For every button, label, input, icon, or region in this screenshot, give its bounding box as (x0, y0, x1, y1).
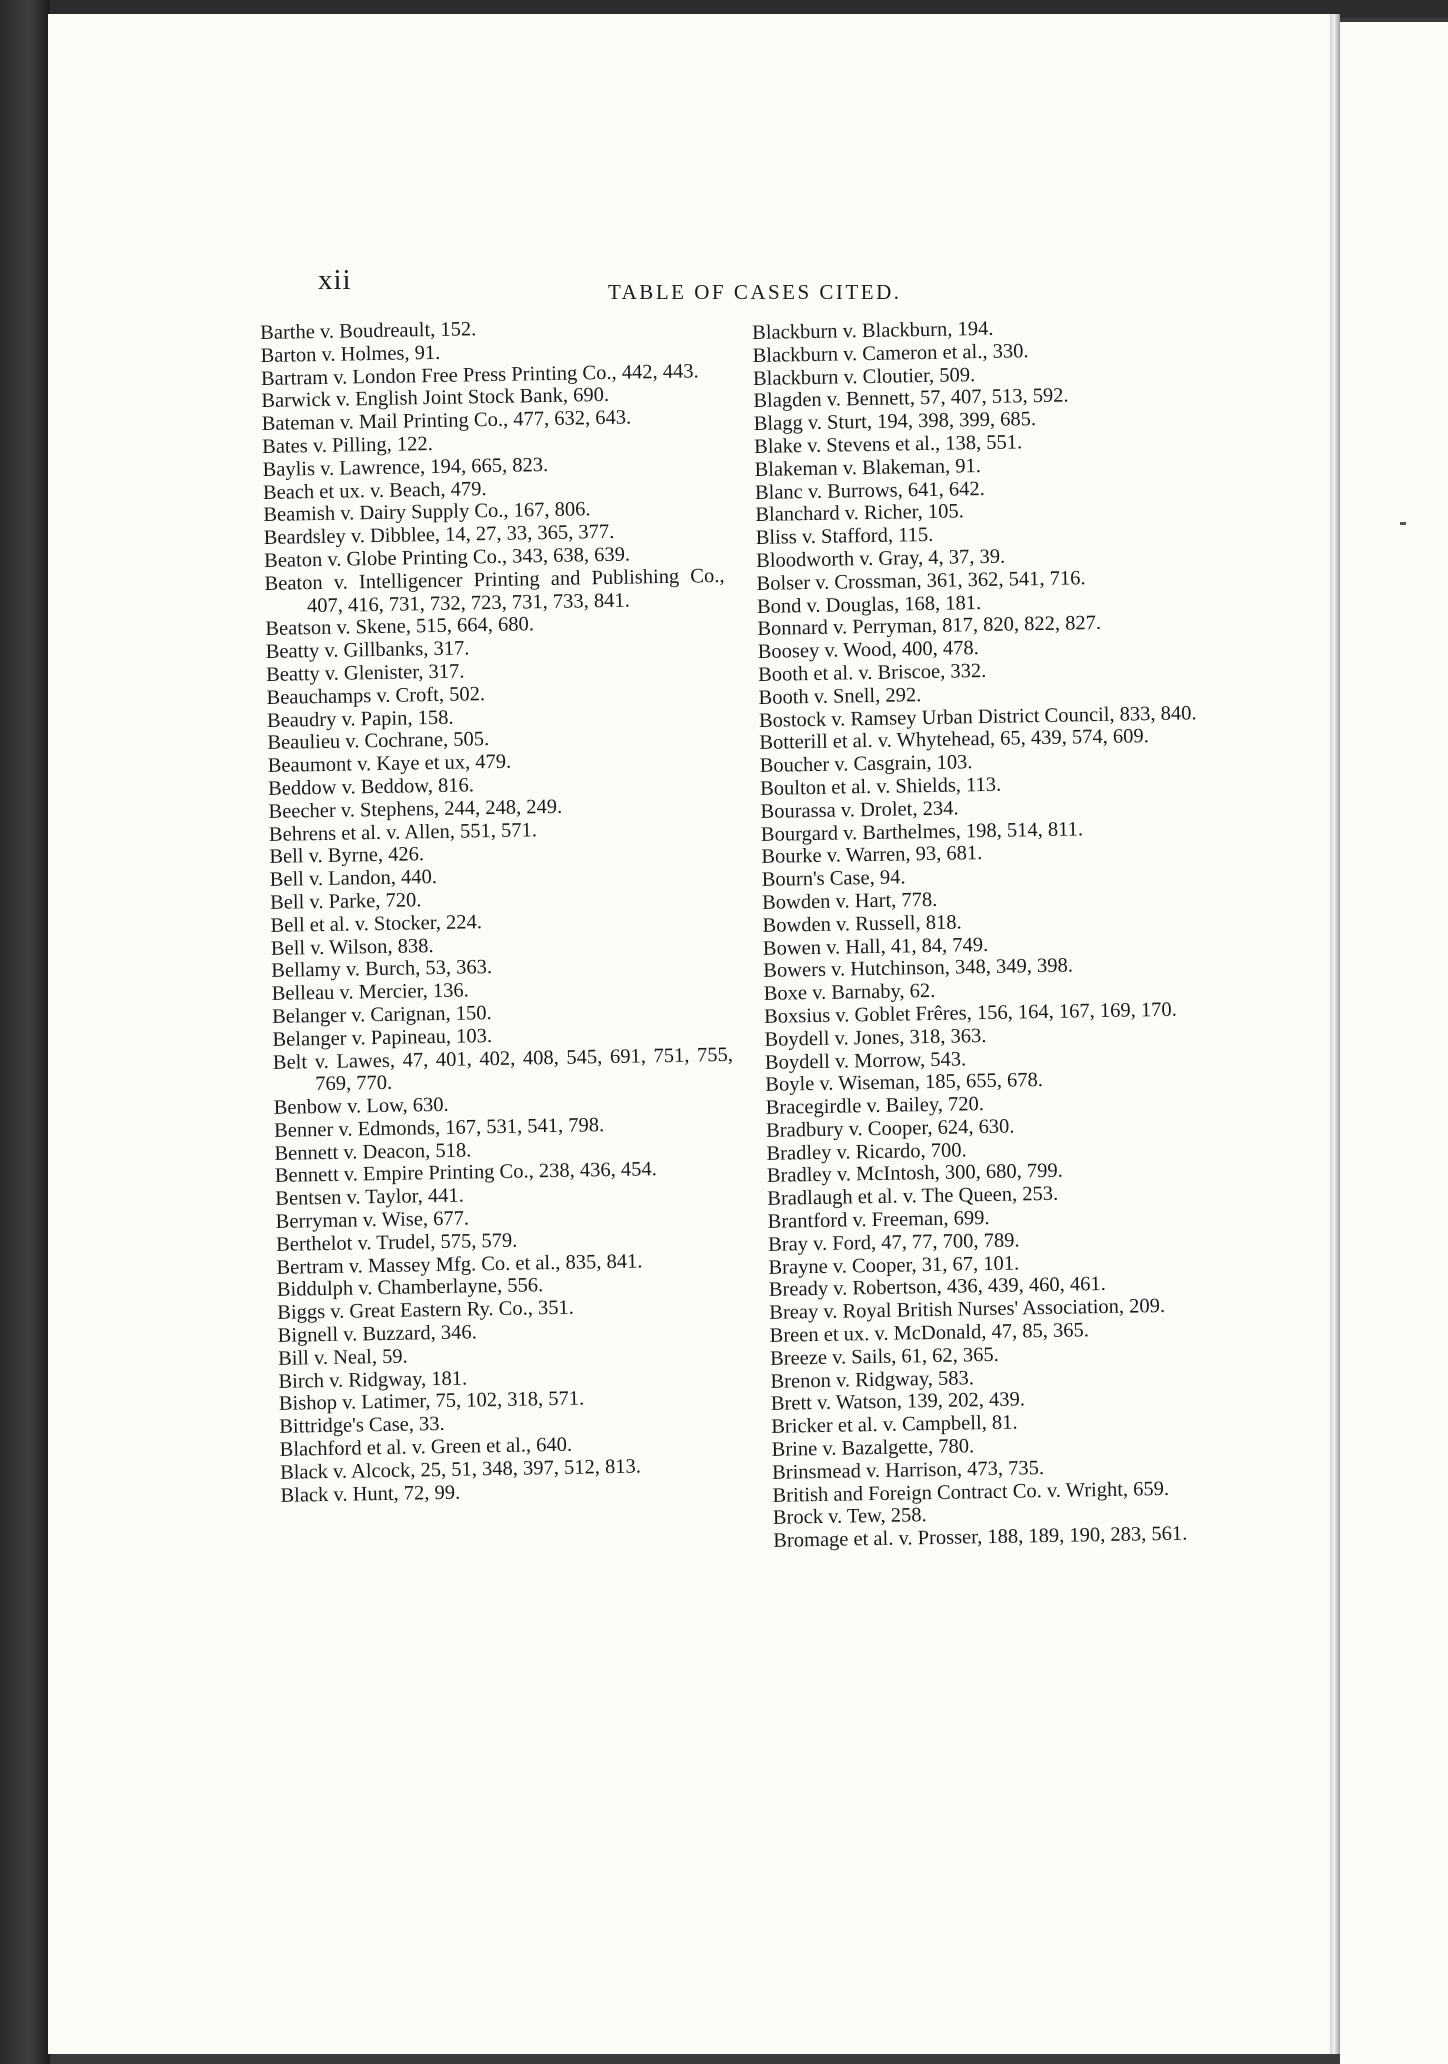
case-entry: Bentsen v. Taylor, 441. (275, 1184, 464, 1211)
case-entry: Bourke v. Warren, 93, 681. (761, 842, 983, 869)
case-entry: Bostock v. Ramsey Urban District Council, 833, 840. (758, 701, 1197, 732)
case-entry: Boulton et al. v. Shields, 113. (759, 773, 1002, 800)
case-entry: Birch v. Ridgway, 181. (278, 1367, 468, 1393)
case-entry: Bradlaugh et al. v. The Queen, 253. (767, 1183, 1059, 1211)
case-entry: Beatty v. Gillbanks, 317. (265, 637, 470, 664)
page-edge (1330, 14, 1340, 2054)
book-spine (0, 0, 50, 2064)
case-entry: Benner v. Edmonds, 167, 531, 541, 798. (273, 1114, 605, 1142)
case-entry: Bloodworth v. Gray, 4, 37, 39. (755, 545, 1006, 572)
case-entry: Bourn's Case, 94. (761, 866, 906, 892)
case-entry: Beaumont v. Kaye et ux, 479. (267, 750, 512, 778)
case-entry: Beach et ux. v. Beach, 479. (262, 477, 487, 504)
case-entry: Belanger v. Papineau, 103. (272, 1024, 493, 1051)
case-entry: Bradley v. Ricardo, 700. (766, 1139, 967, 1165)
case-entry: Bennett v. Deacon, 518. (274, 1139, 472, 1165)
case-entry: Boydell v. Morrow, 543. (764, 1047, 967, 1074)
facing-page-mark (1400, 522, 1406, 525)
case-entry: Blake v. Stevens et al., 138, 551. (753, 431, 1023, 458)
case-entry: Breen et ux. v. McDonald, 47, 85, 365. (769, 1319, 1090, 1347)
case-entry: Blanchard v. Richer, 105. (755, 500, 965, 527)
cases-column-left (260, 314, 741, 1507)
case-entry: Beatson v. Skene, 515, 664, 680. (265, 613, 535, 641)
case-entry: Belleau v. Mercier, 136. (271, 979, 469, 1006)
case-entry: Bracegirdle v. Bailey, 720. (765, 1093, 985, 1119)
case-entry: Blagg v. Sturt, 194, 398, 399, 685. (753, 408, 1037, 436)
case-entry: Brett v. Watson, 139, 202, 439. (770, 1388, 1026, 1416)
case-entry: Barwick v. English Joint Stock Bank, 690. (261, 384, 610, 413)
case-entry: Boosey v. Wood, 400, 478. (757, 637, 979, 664)
case-entry: Belt v. Lawes, 47, 401, 402, 408, 545, 691, 751, 755, 769, 770. (272, 1043, 734, 1096)
case-entry: Brine v. Bazalgette, 780. (771, 1435, 975, 1461)
case-entry: Breeze v. Sails, 61, 62, 365. (769, 1343, 999, 1370)
case-entry: Bradley v. McIntosh, 300, 680, 799. (766, 1160, 1063, 1188)
case-entry: Bell v. Parke, 720. (269, 889, 422, 914)
running-title: TABLE OF CASES CITED. (608, 280, 902, 304)
facing-page (1340, 22, 1448, 2064)
case-entry: Bonnard v. Perryman, 817, 820, 822, 827. (757, 612, 1102, 641)
case-entry: Bittridge's Case, 33. (279, 1413, 445, 1439)
case-entry: Biddulph v. Chamberlayne, 556. (276, 1274, 544, 1302)
case-entry: Bellamy v. Burch, 53, 363. (271, 956, 493, 983)
case-entry: Bignell v. Buzzard, 346. (277, 1321, 477, 1347)
case-entry: Bricker et al. v. Campbell, 81. (771, 1411, 1018, 1439)
case-entry: Booth et al. v. Briscoe, 332. (757, 659, 987, 686)
case-entry: Berthelot v. Trudel, 575, 579. (275, 1229, 518, 1256)
case-entry: Boyle v. Wiseman, 185, 655, 678. (765, 1069, 1044, 1097)
case-entry: Barton v. Holmes, 91. (260, 341, 441, 367)
page-number: xii (318, 264, 352, 296)
case-entry: Bolser v. Crossman, 361, 362, 541, 716. (756, 566, 1086, 595)
case-entry: Brock v. Tew, 258. (772, 1504, 927, 1530)
case-entry: Barthe v. Boudreault, 152. (260, 318, 477, 344)
case-entry: Bennett v. Empire Printing Co., 238, 436, 454. (274, 1158, 657, 1188)
case-entry: Bowden v. Russell, 818. (762, 911, 962, 937)
case-entry: Bates v. Pilling, 122. (261, 432, 434, 458)
case-entry: Brinsmead v. Harrison, 473, 735. (771, 1456, 1045, 1484)
case-entry: Bartram v. London Free Press Printing Co., 442, 443. (260, 359, 699, 390)
case-entry: Blachford et al. v. Green et al., 640. (279, 1433, 573, 1461)
case-entry: Blackburn v. Cloutier, 509. (752, 363, 976, 390)
case-entry: Bready v. Robertson, 436, 439, 460, 461. (768, 1273, 1106, 1302)
case-entry: Bell et al. v. Stocker, 224. (270, 910, 483, 937)
case-entry: Blakeman v. Blakeman, 91. (754, 454, 982, 481)
page-header (48, 264, 1330, 304)
case-entry: Beauchamps v. Croft, 502. (266, 682, 486, 709)
case-entry: Benbow v. Low, 630. (273, 1093, 449, 1119)
case-entry: Bond v. Douglas, 168, 181. (756, 591, 982, 618)
case-entry: Bradbury v. Cooper, 624, 630. (765, 1115, 1015, 1142)
case-entry: Blanc v. Burrows, 641, 642. (754, 477, 985, 504)
case-entry: Beatty v. Glenister, 317. (265, 660, 465, 686)
case-entry: Bowen v. Hall, 41, 84, 749. (762, 933, 989, 960)
case-entry: Brantford v. Freeman, 699. (767, 1207, 990, 1233)
case-entry: Botterill et al. v. Whytehead, 65, 439, 574, 609. (759, 725, 1149, 755)
case-entry: Blackburn v. Blackburn, 194. (752, 317, 994, 344)
case-entry: Boucher v. Casgrain, 103. (759, 751, 973, 778)
case-entry: Bromage et al. v. Prosser, 188, 189, 190, 283, 561. (773, 1522, 1188, 1553)
case-entry: Boxe v. Barnaby, 62. (763, 980, 936, 1006)
case-entry: Bill v. Neal, 59. (277, 1345, 408, 1370)
case-entry: Biggs v. Great Eastern Ry. Co., 351. (277, 1296, 575, 1325)
case-entry: Black v. Alcock, 25, 51, 348, 397, 512, 813. (279, 1455, 642, 1484)
case-entry: Brenon v. Ridgway, 583. (770, 1366, 975, 1393)
case-entry: Bourgard v. Barthelmes, 198, 514, 811. (760, 817, 1084, 846)
case-entry: Boxsius v. Goblet Frêres, 156, 164, 167, 169, 170. (763, 998, 1177, 1028)
case-entry: Bell v. Landon, 440. (269, 866, 438, 892)
case-entry: Beardsley v. Dibblee, 14, 27, 33, 365, 377. (263, 521, 615, 550)
case-entry: Bertram v. Massey Mfg. Co. et al., 835, 841. (276, 1250, 643, 1279)
case-entry: Beamish v. Dairy Supply Co., 167, 806. (263, 498, 591, 527)
case-entry: Black v. Hunt, 72, 99. (280, 1481, 461, 1507)
case-entry: Booth v. Snell, 292. (758, 683, 922, 709)
case-entry: Bourassa v. Drolet, 234. (760, 797, 959, 823)
case-entry: Bray v. Ford, 47, 77, 700, 789. (767, 1229, 1020, 1256)
case-entry: Beecher v. Stephens, 244, 248, 249. (268, 795, 563, 823)
case-entry: Behrens et al. v. Allen, 551, 571. (268, 818, 538, 846)
case-entry: Baylis v. Lawrence, 194, 665, 823. (262, 453, 549, 481)
case-entry: Bateman v. Mail Printing Co., 477, 632, 643. (261, 406, 632, 436)
cases-column-right (752, 314, 1233, 1553)
case-entry: Berryman v. Wise, 677. (275, 1207, 470, 1233)
case-entry: Boydell v. Jones, 318, 363. (764, 1024, 987, 1051)
case-entry: Beaudry v. Papin, 158. (266, 706, 454, 732)
case-entry: Beaton v. Globe Printing Co., 343, 638, 639. (263, 543, 631, 572)
case-entry: Bell v. Byrne, 426. (269, 843, 425, 869)
case-entry: Bishop v. Latimer, 75, 102, 318, 571. (278, 1387, 585, 1416)
case-entry: Beddow v. Beddow, 816. (267, 774, 475, 800)
case-entry: Blackburn v. Cameron et al., 330. (752, 339, 1029, 367)
case-entry: Brayne v. Cooper, 31, 67, 101. (768, 1252, 1020, 1279)
case-entry: Beaulieu v. Cochrane, 505. (267, 728, 490, 755)
case-entry: Bliss v. Stafford, 115. (755, 524, 934, 550)
case-entry: Bowers v. Hutchinson, 348, 349, 398. (763, 954, 1074, 983)
case-entry: Beaton v. Intelligencer Printing and Publishing Co., 407, 416, 731, 732, 723, 731, 733, 841. (264, 564, 725, 617)
case-entry: Blagden v. Bennett, 57, 407, 513, 592. (753, 384, 1069, 413)
case-entry: Bell v. Wilson, 838. (270, 934, 434, 960)
case-entry: British and Foreign Contract Co. v. Wright, 659. (772, 1477, 1170, 1507)
case-entry: Bowden v. Hart, 778. (761, 888, 938, 914)
case-entry: Belanger v. Carignan, 150. (271, 1001, 492, 1028)
case-entry: Breay v. Royal British Nurses' Association, 209. (769, 1295, 1166, 1325)
